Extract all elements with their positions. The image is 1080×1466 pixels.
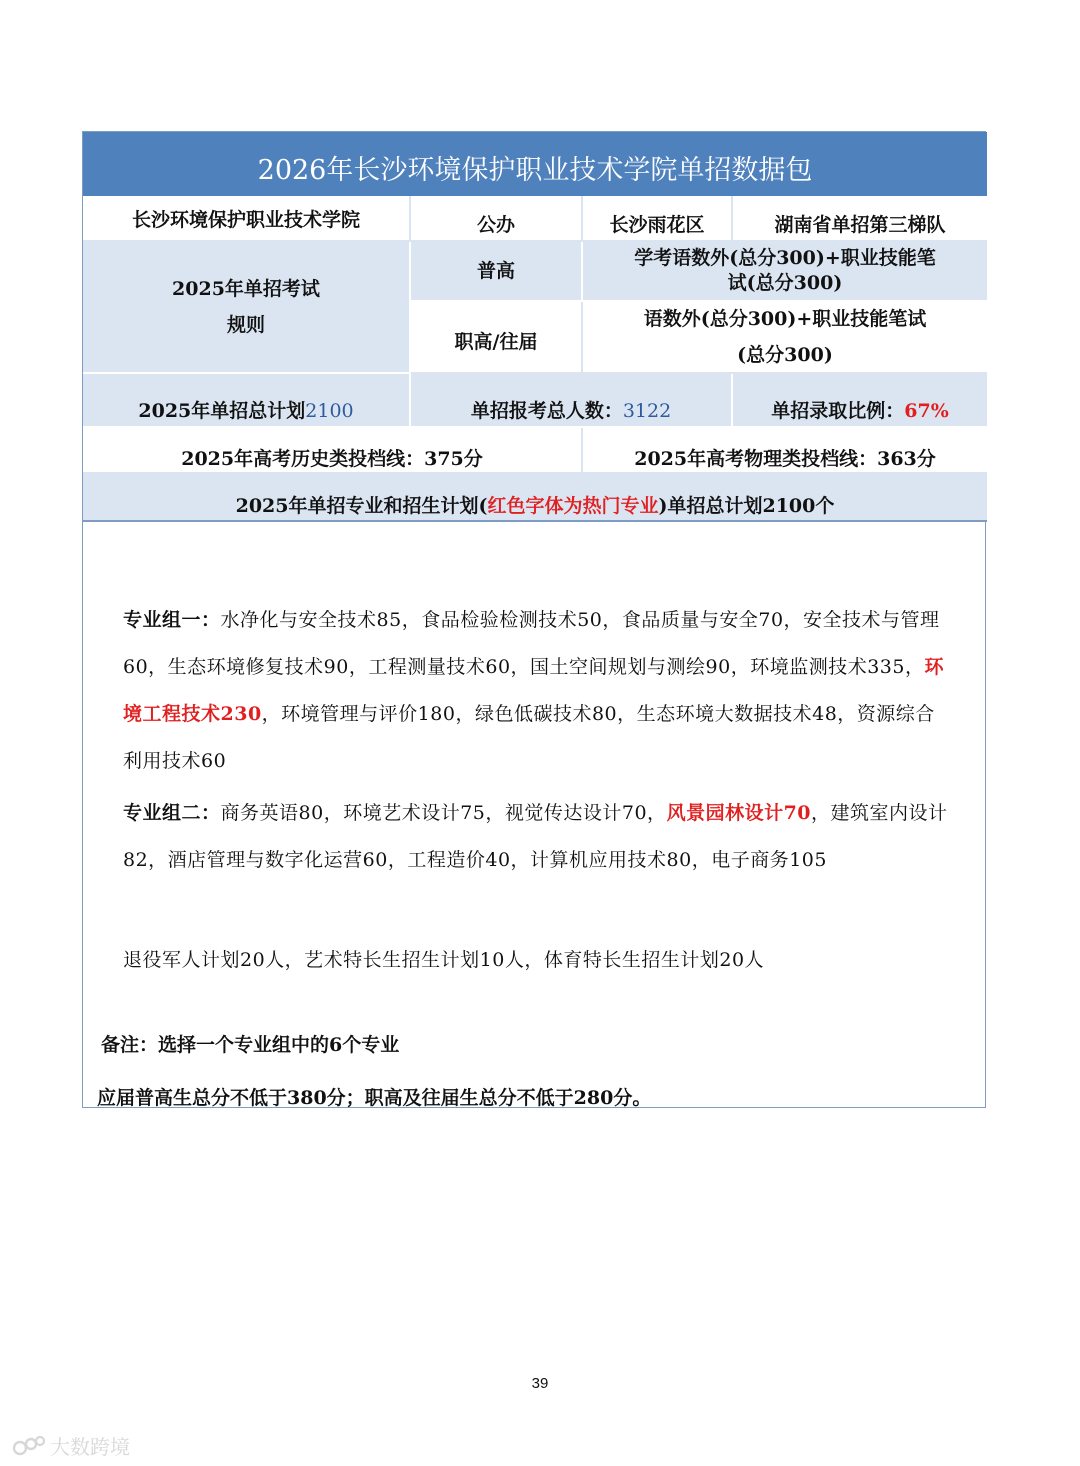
exam-rules-line1: 2025年单招考试 [172, 278, 320, 300]
page-title [83, 132, 987, 196]
special-plans-text: 退役军人计划20人，艺术特长生招生计划10人，体育特长生招生计划20人 [123, 949, 765, 971]
major-group-1-text-b: ，环境管理与评价180，绿色低碳技术80，生态环境大数据技术48，资源综合利用技术60 [123, 703, 935, 772]
tier: 湖南省单招第三梯队 [774, 213, 946, 236]
track-general-cell [411, 242, 583, 302]
applicants-cell [411, 374, 733, 428]
major-group-2-text-b: ，建筑室内设计82，酒店管理与数字化运营60，工程造价40，计算机应用技术80，电子商务105 [123, 802, 948, 871]
admission-ratio-label: 单招录取比例： [771, 399, 905, 422]
applicants-value: 3122 [622, 399, 672, 422]
data-sheet [82, 131, 986, 1108]
track-general: 普高 [476, 259, 515, 282]
track-general-rule-line2: 试(总分300) [727, 272, 843, 294]
district: 长沙雨花区 [609, 213, 705, 236]
plan-total-label: 2025年单招总计划 [138, 399, 306, 422]
majors-header-hot: 红色字体为热门专业 [487, 494, 659, 517]
school-name-cell [83, 196, 411, 242]
major-group-2 [123, 790, 953, 884]
admission-ratio-cell [733, 374, 987, 428]
applicants-label: 单招报考总人数： [470, 399, 623, 422]
school-type-cell [411, 196, 583, 242]
major-group-2-text-a: 商务英语80，环境艺术设计75，视觉传达设计70， [220, 802, 667, 824]
plan-total-value: 2100 [305, 399, 354, 422]
majors-header [83, 474, 987, 522]
note-choose-majors: 备注：选择一个专业组中的6个专业 [101, 1034, 400, 1056]
major-group-1-hot: 环境工程技术230 [123, 656, 944, 725]
district-cell [583, 196, 733, 242]
plan-total-cell [83, 374, 411, 428]
major-group-2-hot: 风景园林设计70 [666, 802, 812, 824]
major-group-1-label: 专业组一： [123, 609, 221, 631]
special-plans [123, 937, 953, 984]
physics-cutoff-cell [583, 428, 987, 474]
track-general-rule-line1: 学考语数外(总分300)+职业技能笔 [634, 247, 936, 270]
majors-header-a: 2025年单招专业和招生计划( [235, 494, 488, 517]
track-general-rule-cell [583, 242, 987, 302]
title-text: 2026年长沙环境保护职业技术学院单招数据包 [257, 155, 813, 187]
watermark [12, 1431, 130, 1460]
majors-header-b: )单招总计划2100个 [658, 494, 835, 517]
track-vocational: 职高/往届 [454, 330, 538, 353]
history-cutoff-cell [83, 428, 583, 474]
page-number: 39 [531, 1375, 549, 1392]
school-name: 长沙环境保护职业技术学院 [131, 209, 360, 231]
track-vocational-rule-cell [583, 302, 987, 374]
admission-ratio-value: 67% [904, 399, 949, 422]
exam-rules-label [83, 242, 411, 374]
dashu-logo-icon [12, 1433, 46, 1459]
watermark-text: 大数跨境 [50, 1435, 130, 1459]
major-group-2-label: 专业组二： [123, 802, 221, 824]
major-group-1 [123, 597, 953, 785]
exam-rules-line2: 规则 [226, 314, 265, 336]
school-type: 公办 [476, 213, 515, 236]
physics-cutoff: 2025年高考物理类投档线：363分 [634, 447, 936, 470]
track-vocational-cell [411, 302, 583, 374]
history-cutoff: 2025年高考历史类投档线：375分 [181, 447, 483, 470]
track-vocational-rule-line1: 语数外(总分300)+职业技能笔试 [643, 308, 927, 330]
track-vocational-rule-line2: (总分300) [737, 344, 833, 366]
note-score-threshold: 应届普高生总分不低于380分；职高及往届生总分不低于280分。 [97, 1087, 652, 1109]
tier-cell [733, 196, 987, 242]
major-group-1-text-a: 水净化与安全技术85，食品检验检测技术50，食品质量与安全70，安全技术与管理60，生态环境修复技术90，工程测量技术60，国土空间规划与测绘90，环境监测技术335， [123, 609, 940, 678]
